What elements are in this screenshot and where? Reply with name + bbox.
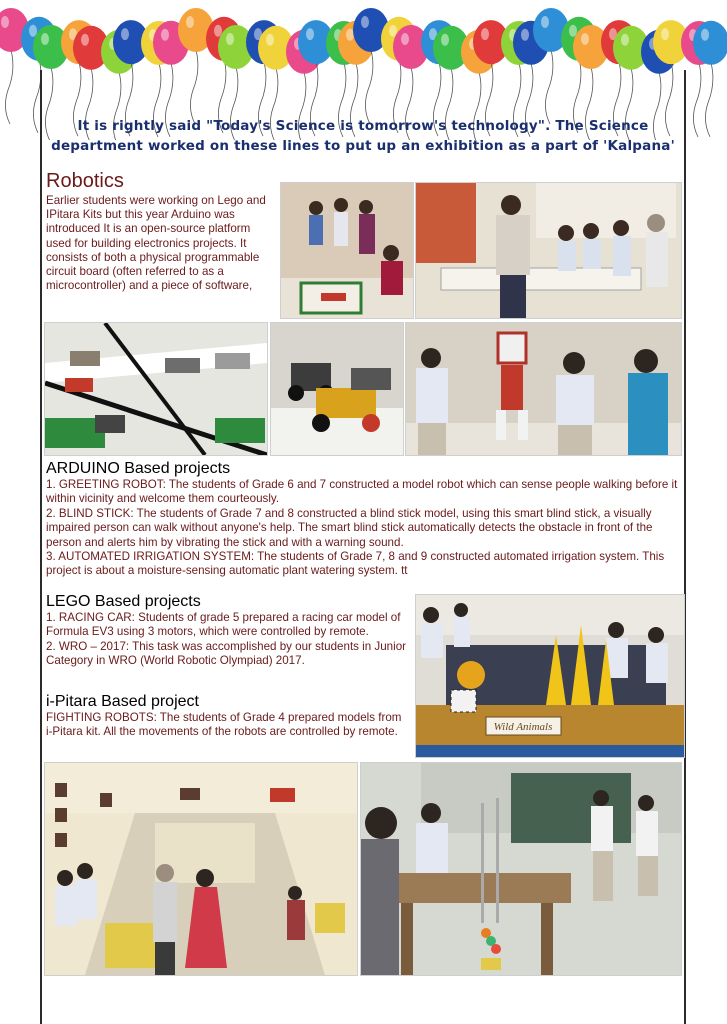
balloon-string: [705, 63, 712, 137]
balloon-shine: [214, 25, 222, 37]
balloon-shine: [306, 28, 314, 40]
ipitara-description: FIGHTING ROBOTS: The students of Grade 4 prepared models from i-Pitara kit. All the movements of the robots are controlled by remote.: [46, 711, 402, 739]
photo-robotics-table: [415, 182, 682, 319]
balloon-shine: [1, 16, 9, 28]
balloon-shine: [569, 25, 577, 37]
balloon-shine: [29, 25, 37, 37]
intro-line-1: It is rightly said "Today's Science is tomorrow's technology". The Science: [77, 118, 649, 134]
balloon-shine: [701, 29, 709, 41]
balloon-string: [693, 63, 700, 137]
arduino-project-list: [46, 478, 686, 579]
balloon-shine: [441, 34, 449, 46]
balloon-shine: [161, 29, 169, 41]
balloon-string: [365, 50, 372, 124]
balloon-string: [5, 50, 12, 124]
photo-greeting-robot: [405, 322, 682, 456]
balloon-shine: [541, 16, 549, 28]
photo-robotics-kids: [280, 182, 414, 319]
arduino-title: ARDUINO Based projects: [46, 460, 231, 477]
balloon-shine: [361, 16, 369, 28]
balloon-shine: [581, 33, 589, 45]
robotics-description: Earlier students were working on Lego and IPitara Kits but this year Arduino was introduced It is an open-source platform used for building electronics projects. It consists of both a physical programmable circuit board (often referred to as a microcontroller) and a piece of software,: [46, 194, 266, 293]
wild-animals-sign: Wild Animals: [493, 721, 553, 733]
arduino-item-1: 1. GREETING ROBOT: The students of Grade 6 and 7 constructed a model robot which can sense people walking before it within vicinity and welcome them courteously.: [46, 478, 678, 506]
balloon-string: [190, 50, 197, 124]
balloon-shine: [226, 33, 234, 45]
photo-lego-cars-closeup: [270, 322, 404, 456]
lego-title: LEGO Based projects: [46, 593, 201, 610]
balloon-shine: [41, 33, 49, 45]
balloon-shine: [346, 29, 354, 41]
balloon-shine: [81, 34, 89, 46]
lego-item-1: 1. RACING CAR: Students of grade 5 prepared a racing car model of Formula EV3 using 3 motors, which were controlled by remote.: [46, 611, 401, 639]
balloon-shine: [661, 28, 669, 40]
balloon-shine: [521, 29, 529, 41]
balloon-shine: [266, 34, 274, 46]
photo-science-lab: [360, 762, 682, 976]
balloon-shine: [621, 34, 629, 46]
arduino-item-3: 3. AUTOMATED IRRIGATION SYSTEM: The students of Grade 7, 8 and 9 constructed automated irrigation system. This project is about a moisture-sensing automatic plant watering system. tt: [46, 550, 665, 578]
photo-wild-animals-exhibit: [415, 594, 685, 758]
lego-item-2: 2. WRO – 2017: This task was accomplished by our students in Junior Category in WRO (World Robotic Olympiad) 2017.: [46, 639, 407, 668]
intro-text: [48, 116, 678, 156]
lego-project-list: [46, 611, 408, 669]
balloon-shine: [481, 28, 489, 40]
photo-lego-cars-floor: [44, 322, 268, 456]
balloon-shine: [121, 28, 129, 40]
photo-exhibition-hall: [44, 762, 358, 976]
frame-left-border: [40, 70, 42, 1024]
balloon-shine: [401, 33, 409, 45]
balloon-string: [545, 50, 552, 124]
robotics-title: Robotics: [46, 170, 124, 192]
balloon-shine: [186, 16, 194, 28]
balloon-shine: [389, 25, 397, 37]
ipitara-title: i-Pitara Based project: [46, 693, 199, 710]
intro-line-2: department worked on these lines to put up an exhibition as a part of 'Kalpana': [51, 138, 675, 154]
arduino-item-2: 2. BLIND STICK: The students of Grade 7 and 8 constructed a blind stick model, using this smart blind stick, a visually impaired person can walk without anyone's help. The smart blind stick automatically detects the obstacle in front of the person and alerts him by vibrating the stick and with a warning sound.: [46, 506, 653, 549]
